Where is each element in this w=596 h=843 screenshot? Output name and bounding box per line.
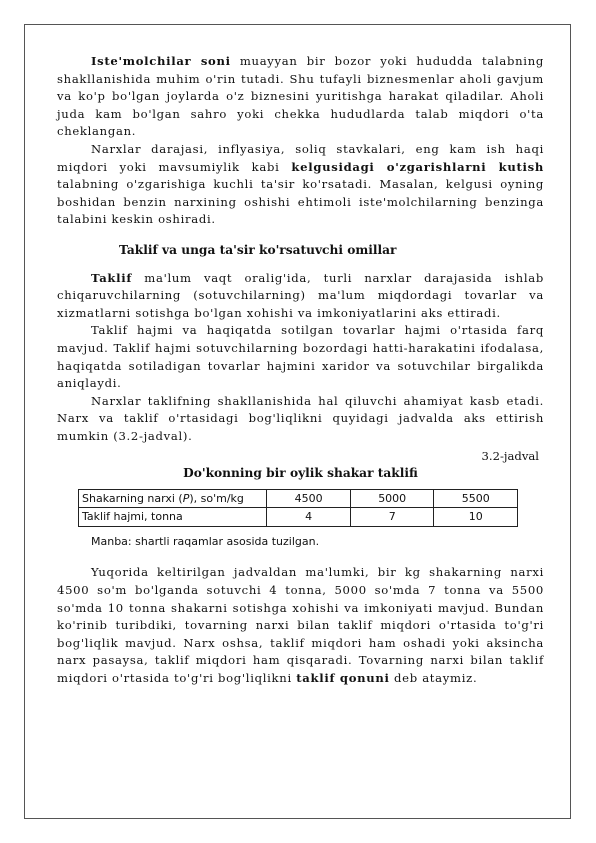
paragraph-supply-volume <box>57 322 544 392</box>
table-cell: 4500 <box>267 489 351 508</box>
bold-term: Taklif <box>91 270 133 285</box>
label-text: Shakarning narxi ( <box>82 491 183 505</box>
bold-term: Iste'molchilar soni <box>91 54 231 68</box>
table-number: 3.2-jadval <box>481 449 539 464</box>
table-cell: 5000 <box>350 489 434 508</box>
paragraph-text: deb ataymiz. <box>389 671 478 685</box>
spacer <box>57 550 544 564</box>
bold-term: kelgusidagi o'zgarishlarni kutish <box>291 159 544 174</box>
label-symbol: P <box>182 491 190 505</box>
paragraph-text: talabning o'zgarishiga kuchli ta'sir ko'rsatadi. Masalan, kelgusi oyning boshidan benzin narxining oshishi ehtimoli iste'molchilarning benzinga talabini keskin oshiradi. <box>57 177 544 227</box>
paragraph-text: Yuqorida keltirilgan jadvaldan ma'lumki, bir kg shakarning narxi 4500 so'm bo'lganda sotuvchi 4 tonna, 5000 so'mda 7 tonna va 5500 so'mda 10 tonna shakarni sotishga xohishi va imkoniyati mavjud. Bundan ko'rinib turibdiki, tovarning narxi bilan taklif miqdori o'rtasida to'g'ri bog'liqlik mavjud. Narx oshsa, taklif miqdori ham oshadi yoki aksincha narx pasaysa, taklif miqdori ham qisqaradi. Tovarning narxi bilan taklif miqdori o'rtasida to'g'ri bog'liqlikni <box>57 565 544 685</box>
bold-term: taklif qonuni <box>296 671 390 685</box>
table-cell: 4 <box>267 508 351 527</box>
supply-table <box>78 489 518 527</box>
table-source: Manba: shartli raqamlar asosida tuzilgan. <box>91 534 320 548</box>
document-page <box>57 53 544 688</box>
table-cell: 5500 <box>434 489 518 508</box>
paragraph-text: Narxlar taklifning shakllanishida hal qiluvchi ahamiyat kasb etadi. Narx va taklif o'rtasidagi bog'liqlikni quyidagi jadvalda aks ettirish mumkin (3.2-jadval). <box>57 393 544 443</box>
table-cell: 7 <box>350 508 434 527</box>
paragraph-text: ma'lum vaqt oralig'ida, turli narxlar darajasida ishlab chiqaruvchilarning (sotuvchilarning) ma'lum miqdordagi tovarlar va xizmatlarni sotishga bo'lgan xohishi va imkoniyatlarini aks ettiradi. <box>57 270 544 320</box>
paragraph-supply-definition <box>57 270 544 323</box>
paragraph-expectations <box>57 141 544 229</box>
table-cell: 10 <box>434 508 518 527</box>
paragraph-text: Narxlar darajasi, inflyasiya, soliq stavkalari, eng kam ish haqi miqdori yoki mavsumiylik kabi <box>57 141 544 174</box>
paragraph-supply-law <box>57 564 544 687</box>
table-row <box>79 508 518 527</box>
section-heading: Taklif va unga ta'sir ko'rsatuvchi omillar <box>119 242 397 257</box>
table-row-label: Taklif hajmi, tonna <box>79 508 267 527</box>
table-row-label <box>79 489 267 508</box>
paragraph-prices <box>57 393 544 446</box>
paragraph-consumers <box>57 53 544 141</box>
table-title: Do'konning bir oylik shakar taklifi <box>183 466 418 481</box>
table-row <box>79 489 518 508</box>
paragraph-text: muayyan bir bozor yoki hududda talabning shakllanishida muhim o'rin tutadi. Shu tufayli biznesmenlar aholi gavjum va ko'p bo'lgan joylarda o'z biznesini yuritishga harakat qiladilar. Aholi juda kam bo'lgan sahro yoki chekka hududlarda talab miqdori o'ta cheklangan. <box>57 54 544 139</box>
label-text: ), so'm/kg <box>189 491 244 505</box>
paragraph-text: Taklif hajmi va haqiqatda sotilgan tovarlar hajmi o'rtasida farq mavjud. Taklif hajmi sotuvchilarning bozordagi hatti-harakatini ifodalasa, haqiqatda sotiladigan tovarlar hajmini xaridor va sotuvchilar birgalikda aniqlaydi. <box>57 323 544 391</box>
